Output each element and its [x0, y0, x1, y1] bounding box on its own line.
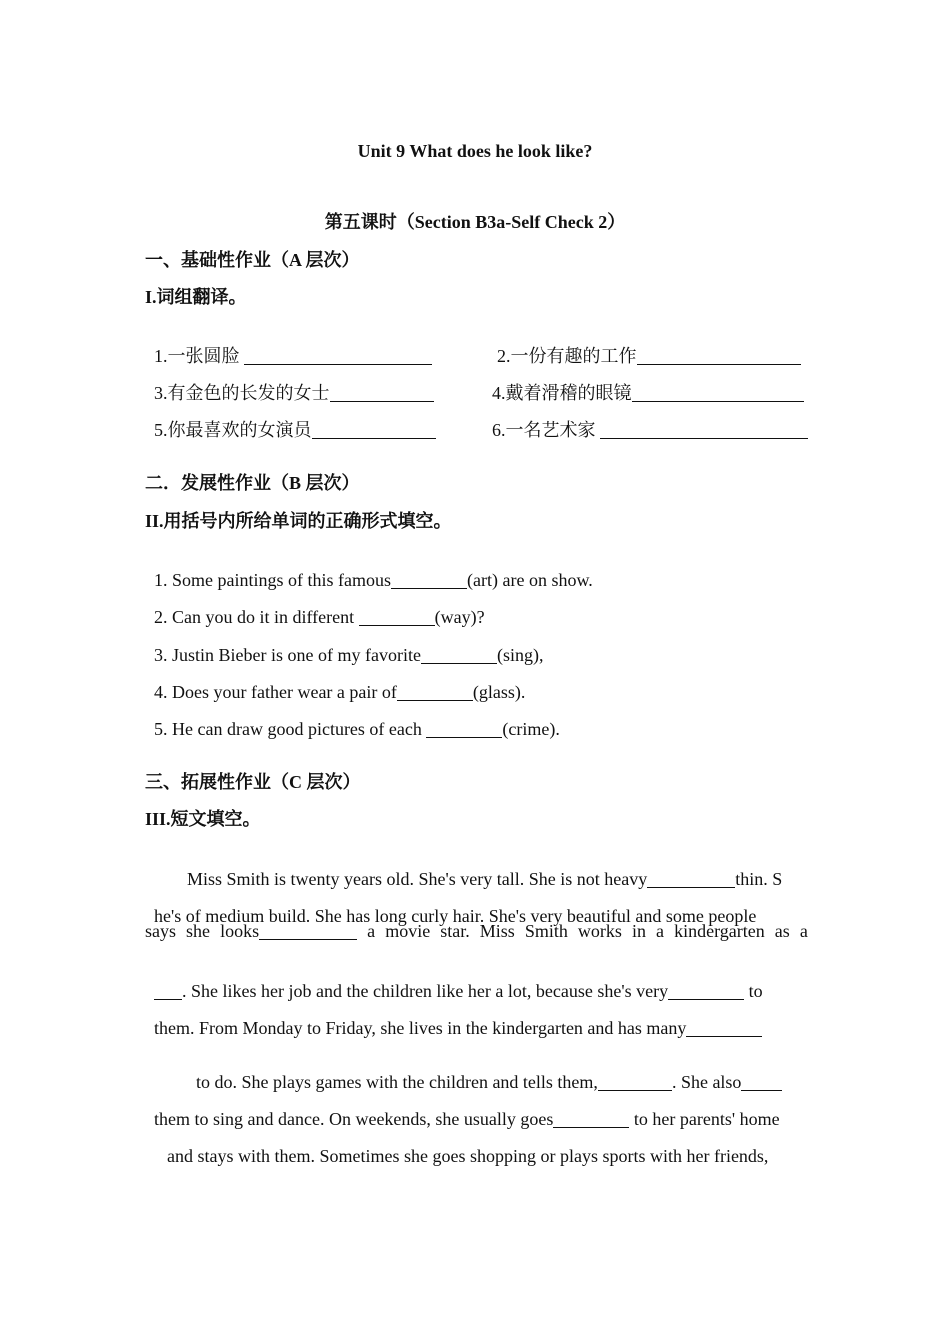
fill-hint: (art) are on show.	[467, 570, 593, 590]
phrase-item	[483, 397, 808, 441]
answer-blank[interactable]	[600, 422, 808, 439]
answer-blank[interactable]	[259, 923, 357, 940]
passage-text: to her parents' home	[629, 1109, 780, 1129]
passage-word: a	[367, 921, 376, 941]
fill-text: 3. Justin Bieber is one of my favorite	[154, 645, 421, 665]
passage-text: them. From Monday to Friday, she lives in the kindergarten and has many	[154, 1018, 687, 1038]
passage-word: as	[774, 921, 790, 941]
passage-word: in	[631, 921, 646, 941]
passage-word-with-blank	[220, 920, 357, 942]
phrase-text: 2.一份有趣的工作	[497, 346, 637, 366]
passage-word: looks	[220, 921, 260, 941]
answer-blank[interactable]	[686, 1020, 762, 1037]
fill-text: 2. Can you do it in different	[154, 607, 359, 627]
passage-word: she	[186, 921, 211, 941]
passage-text: . She likes her job and the children like her a lot, because she's very	[182, 981, 669, 1001]
page-subtitle: 第五课时（Section B3a-Self Check 2）	[324, 212, 626, 232]
fill-text: 1. Some paintings of this famous	[154, 570, 391, 590]
passage-word: Miss	[479, 921, 515, 941]
section-c-part-label: III.短文填空。	[145, 809, 261, 829]
fill-hint: (sing),	[496, 645, 544, 665]
passage-text: to	[744, 981, 763, 1001]
answer-blank[interactable]	[426, 721, 502, 738]
phrase-text: 6.一名艺术家	[492, 420, 600, 440]
passage-text: them to sing and dance. On weekends, she usually goes	[154, 1109, 554, 1129]
passage-word: works	[577, 921, 622, 941]
fill-item	[145, 696, 560, 740]
passage-word: Smith	[524, 921, 568, 941]
phrase-text: 4.戴着滑稽的眼镜	[492, 383, 632, 403]
passage-word: movie	[385, 921, 431, 941]
phrase-text: 5.你最喜欢的女演员	[154, 420, 312, 440]
passage-word: a	[799, 921, 808, 941]
passage-word: a	[656, 921, 665, 941]
fill-hint: (crime).	[502, 719, 560, 739]
passage-word: star.	[440, 921, 470, 941]
passage-word: says	[145, 921, 176, 941]
answer-blank[interactable]	[312, 422, 436, 439]
section-b-part-label: II.用括号内所给单词的正确形式填空。	[145, 511, 452, 531]
section-a-part-label: I.词组翻译。	[145, 287, 247, 307]
passage-line	[158, 1123, 768, 1167]
phrase-item	[145, 397, 436, 441]
passage-line	[145, 920, 808, 942]
section-c-heading: 三、拓展性作业（C 层次）	[145, 772, 361, 792]
fill-text: 4. Does your father wear a pair of	[154, 682, 397, 702]
passage-word: kindergarten	[674, 921, 765, 941]
section-a-heading: 一、基础性作业（A 层次）	[145, 250, 360, 270]
passage-text: . She also	[671, 1072, 742, 1092]
fill-text: 5. He can draw good pictures of each	[154, 719, 427, 739]
passage-text: thin. S	[735, 869, 783, 889]
passage-line	[145, 995, 762, 1039]
phrase-text: 3.有金色的长发的女士	[154, 383, 330, 403]
phrase-text: 1.一张圆脸	[154, 346, 244, 366]
fill-hint: (glass).	[472, 682, 526, 702]
passage-text: he's of medium build. She has long curly hair. She's very beautiful and some people	[154, 906, 757, 926]
passage-text: Miss Smith is twenty years old. She's very tall. She is not heavy	[187, 869, 648, 889]
section-b-heading: 二．发展性作业（B 层次）	[145, 473, 360, 493]
fill-hint: (way)?	[434, 607, 485, 627]
page-title: Unit 9 What does he look like?	[357, 141, 593, 161]
passage-text: and stays with them. Sometimes she goes shopping or plays sports with her friends,	[167, 1146, 769, 1166]
passage-text: to do. She plays games with the children and tells them,	[196, 1072, 598, 1092]
